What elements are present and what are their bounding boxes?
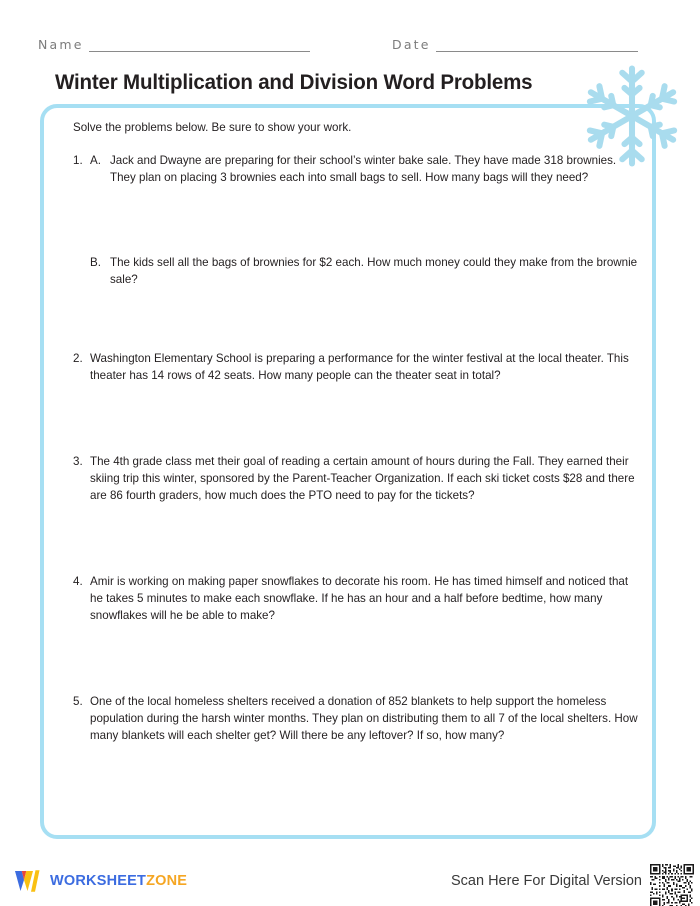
problem-1b-work-space[interactable] (73, 288, 638, 350)
problem-3-number: 3. (73, 455, 83, 469)
problem-1-part-b (90, 254, 638, 288)
problem-5-work-space[interactable] (73, 745, 638, 805)
problem-3-row (73, 453, 638, 504)
w-logo-icon (14, 868, 44, 894)
instruction-text: Solve the problems below. Be sure to show your work. (73, 121, 352, 134)
problem-3-text: The 4th grade class met their goal of reading a certain amount of hours during the Fall. They earned their skiing trip this winter, sponsored by the Parent-Teacher Organization. If each ski ticket costs $28 and there are 86 fourth graders, how much does the PTO need to pay for the tickets? (90, 455, 635, 503)
name-write-line[interactable] (89, 40, 310, 52)
problem-3-work-space[interactable] (73, 504, 638, 573)
problem-1b-text: The kids sell all the bags of brownies for $2 each. How much money could they make from the brownie sale? (110, 256, 638, 287)
date-write-line[interactable] (436, 40, 638, 52)
problems-container (40, 104, 656, 839)
problem-2-text: Washington Elementary School is preparing a performance for the winter festival at the local theater. This theater has 14 rows of 42 seats. How many people can the theater seat in total? (90, 352, 629, 383)
logo-text (50, 873, 187, 889)
logo-worksheet-text: WORKSHEET (50, 873, 147, 889)
name-label: Name (38, 37, 84, 52)
date-label: Date (392, 37, 431, 52)
problem-2 (73, 350, 638, 453)
problem-5-number: 5. (73, 695, 83, 709)
logo-zone-text: ZONE (146, 873, 188, 889)
scan-instruction-text: Scan Here For Digital Version (451, 873, 642, 889)
problem-2-number: 2. (73, 352, 83, 366)
problem-5 (73, 693, 638, 804)
problem-1 (73, 152, 638, 350)
problem-4 (73, 573, 638, 693)
problem-5-text: One of the local homeless shelters received a donation of 852 blankets to help support the homeless population during the harsh winter months. They plan on distributing them to all 7 of the local shelters. How many blankets will each shelter get? Will there be any leftover? If so, how many? (90, 695, 638, 743)
date-field-group[interactable] (392, 38, 638, 52)
problem-2-work-space[interactable] (73, 384, 638, 453)
name-field-group[interactable] (38, 38, 310, 52)
problem-4-text: Amir is working on making paper snowflakes to decorate his room. He has timed himself and noticed that he takes 5 minutes to make each snowflake. If he has an hour and a half before bedtime, how many snowflakes will he be able to make? (90, 575, 629, 623)
problem-1-part-a (73, 152, 638, 186)
worksheet-zone-logo[interactable] (14, 868, 187, 894)
worksheet-footer (0, 862, 700, 906)
problem-1b-letter: B. (90, 256, 101, 270)
problem-4-row (73, 573, 638, 624)
page-title: Winter Multiplication and Division Word Problems (55, 70, 533, 94)
problem-4-number: 4. (73, 575, 83, 589)
problem-1-number: 1. (73, 154, 83, 168)
problem-1a-text: Jack and Dwayne are preparing for their school’s winter bake sale. They have made 318 brownies. They plan on placing 3 brownies each into small bags to sell. How many bags will they need? (110, 154, 617, 185)
problem-3 (73, 453, 638, 573)
problem-5-row (73, 693, 638, 744)
worksheet-header (0, 38, 700, 60)
problem-1a-letter: A. (90, 154, 101, 168)
problem-2-row (73, 350, 638, 384)
qr-code-icon[interactable] (650, 864, 694, 906)
problem-4-work-space[interactable] (73, 624, 638, 693)
problem-1a-work-space[interactable] (73, 186, 638, 254)
